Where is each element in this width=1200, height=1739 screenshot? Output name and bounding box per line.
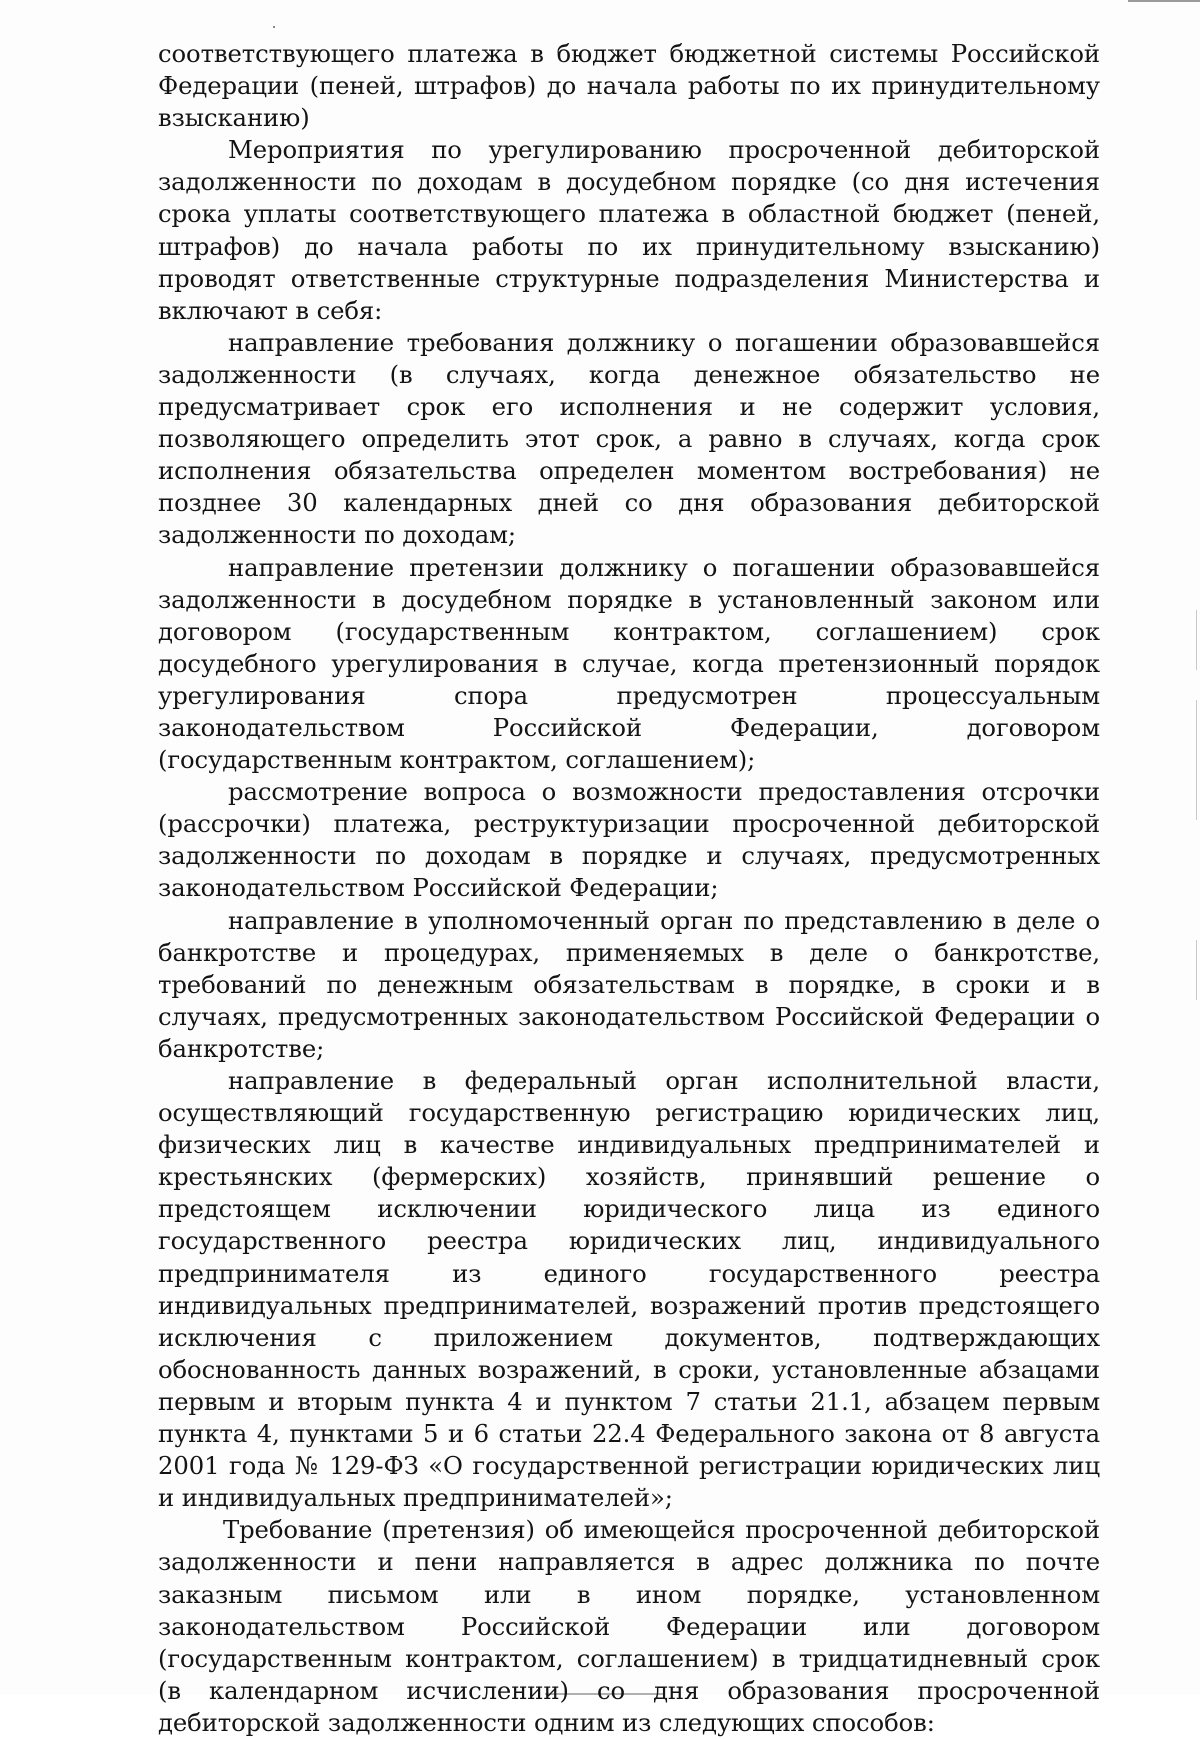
paragraph-registry-objection: направление в федеральный орган исполнительной власти, осуществляющий государственную регистрацию юридических лиц, физических лиц в качестве индивидуальных предпринимателей и крестьянских (фермерских) хозяйств, принявший решение о предстоящем исключении юридического лица из единого государственного реестра юридических лиц, индивидуального предпринимателя из единого государственного реестра индивидуальных предпринимателей, возражений против предстоящего исключения с приложением документов, подтверждающих обоснованность данных возражений, в сроки, установленные абзацами первым и вторым пункта 4 и пунктом 7 статьи 21.1, абзацем первым пункта 4, пунктами 5 и 6 статьи 22.4 Федерального закона от 8 августа 2001 года № 129-ФЗ «О государственной регистрации юридических лиц и индивидуальных предпринимателей»; [158, 1066, 1100, 1513]
scan-artifact-top [1128, 0, 1200, 2]
scan-artifact-edge [1196, 940, 1197, 1000]
document-body [158, 38, 1100, 1739]
paragraph-deferral: рассмотрение вопроса о возможности предоставления отсрочки (рассрочки) платежа, реструктуризации просроченной дебиторской задолженности по доходам в порядке и случаях, предусмотренных законодательством Российской Федерации; [158, 777, 1100, 903]
paragraph-measures-intro: Мероприятия по урегулированию просроченной дебиторской задолженности по доходам в досудебном порядке (со дня истечения срока уплаты соответствующего платежа в областной бюджет (пеней, штрафов) до начала работы по их принудительному взысканию) проводят ответственные структурные подразделения Министерства и включают в себя: [158, 135, 1100, 325]
paragraph-bankruptcy: направление в уполномоченный орган по представлению в деле о банкротстве и процедурах, применяемых в деле о банкротстве, требований по денежным обязательствам в порядке, в сроки и в случаях, предусмотренных законодательством Российской Федерации о банкротстве; [158, 905, 1100, 1063]
paragraph-demand: направление требования должнику о погашении образовавшейся задолженности (в случаях, когда денежное обязательство не предусматривает срок его исполнения и не содержит условия, позволяющего определить этот срок, а равно в случаях, когда срок исполнения обязательства определен моментом востребования) не позднее 30 календарных дней со дня образования дебиторской задолженности по доходам; [158, 327, 1100, 550]
paragraph-claim: направление претензии должнику о погашении образовавшейся задолженности в досудебном порядке в установленный законом или договором (государственным контрактом, соглашением) срок досудебного урегулирования в случае, когда претензионный порядок урегулирования спора предусмотрен процессуальным законодательством Российской Федерации, договором (государственным контрактом, соглашением); [158, 552, 1100, 775]
paragraph-continuation: соответствующего платежа в бюджет бюджетной системы Российской Федерации (пеней, штрафов) до начала работы по их принудительному взысканию) [158, 39, 1100, 133]
scan-artifact-edge [1196, 610, 1197, 670]
scan-artifact-edge [1196, 700, 1197, 820]
paragraph-requirement-delivery: Требование (претензия) об имеющейся просроченной дебиторской задолженности и пени направляется в адрес должника по почте заказным письмом или в ином порядке, установленном законодательством Российской Федерации или договором (государственным контрактом, соглашением) в тридцатидневный срок (в календарном исчислении) со дня образования просроченной дебиторской задолженности одним из следующих способов: [158, 1515, 1100, 1737]
scan-artifact-dot [273, 26, 275, 28]
